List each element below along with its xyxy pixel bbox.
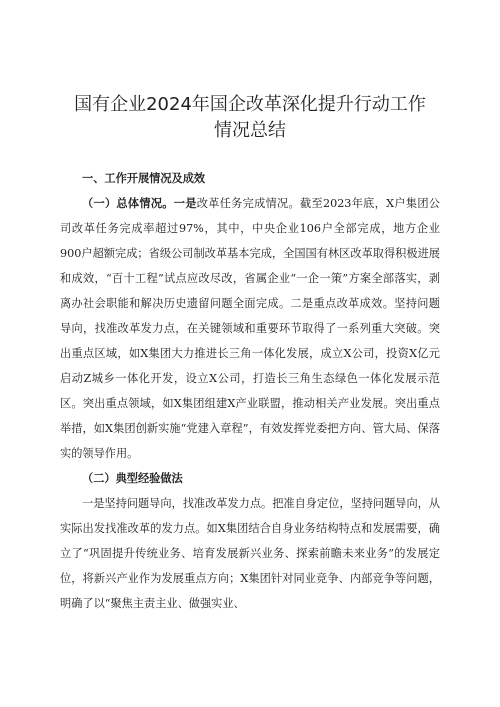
lead-first: 一是 xyxy=(173,197,197,210)
subheading-typical-experience: （二）典型经验做法 xyxy=(82,472,183,485)
paragraph-typical-experience: 一是坚持问题导向，找准改革发力点。把准自身定位，坚持问题导向，从实际出发找准改革的发力点。如X集团结合自身业务结构特点和发展需要，确立了“巩固提升传统业务、培育发展新兴业务、探索前瞻未来业务”的发展定位，将新兴产业作为发展重点方向；X集团针对同业竞争、内部竞争等问题，明确了以“聚焦主责主业、做强实业、 xyxy=(60,497,441,610)
document-title xyxy=(60,92,440,144)
paragraph-overall-situation xyxy=(60,191,440,466)
title-line-1: 国有企业2024年国企改革深化提升行动工作 xyxy=(74,94,426,115)
subheading-overall-label: （一）总体情况。 xyxy=(82,197,174,210)
paragraph-overall-text: 改革任务完成情况。截至2023年底，X户集团公司改革任务完成率超过97%，其中，中央企业106户全部完成，地方企业900户超额完成；省级公司制改革基本完成，全国国有林区改革取得积极进展和成效，“百十工程”试点应改尽改，省属企业“一企一策”方案全部落实，剥离办社会职能和解决历史遗留问题全面完成。二是重点改革成效。坚持问题导向，找准改革发力点，在关键领域和重要环节取得了一系列重大突破。突出重点区域，如X集团大力推进长三角一体化发展，成立X公司，投资X亿元启动Z城乡一体化开发，设立X公司，打造长三角生态绿色一体化发展示范区。突出重点领域，如X集团组建X产业联盟，推动相关产业发展。突出重点举措，如X集团创新实施“党建入章程”，有效发挥党委把方向、管大局、保落实的领导作用。 xyxy=(60,197,440,460)
section-heading-1: 一、工作开展情况及成效 xyxy=(82,172,206,185)
title-line-2: 情况总结 xyxy=(214,120,286,141)
